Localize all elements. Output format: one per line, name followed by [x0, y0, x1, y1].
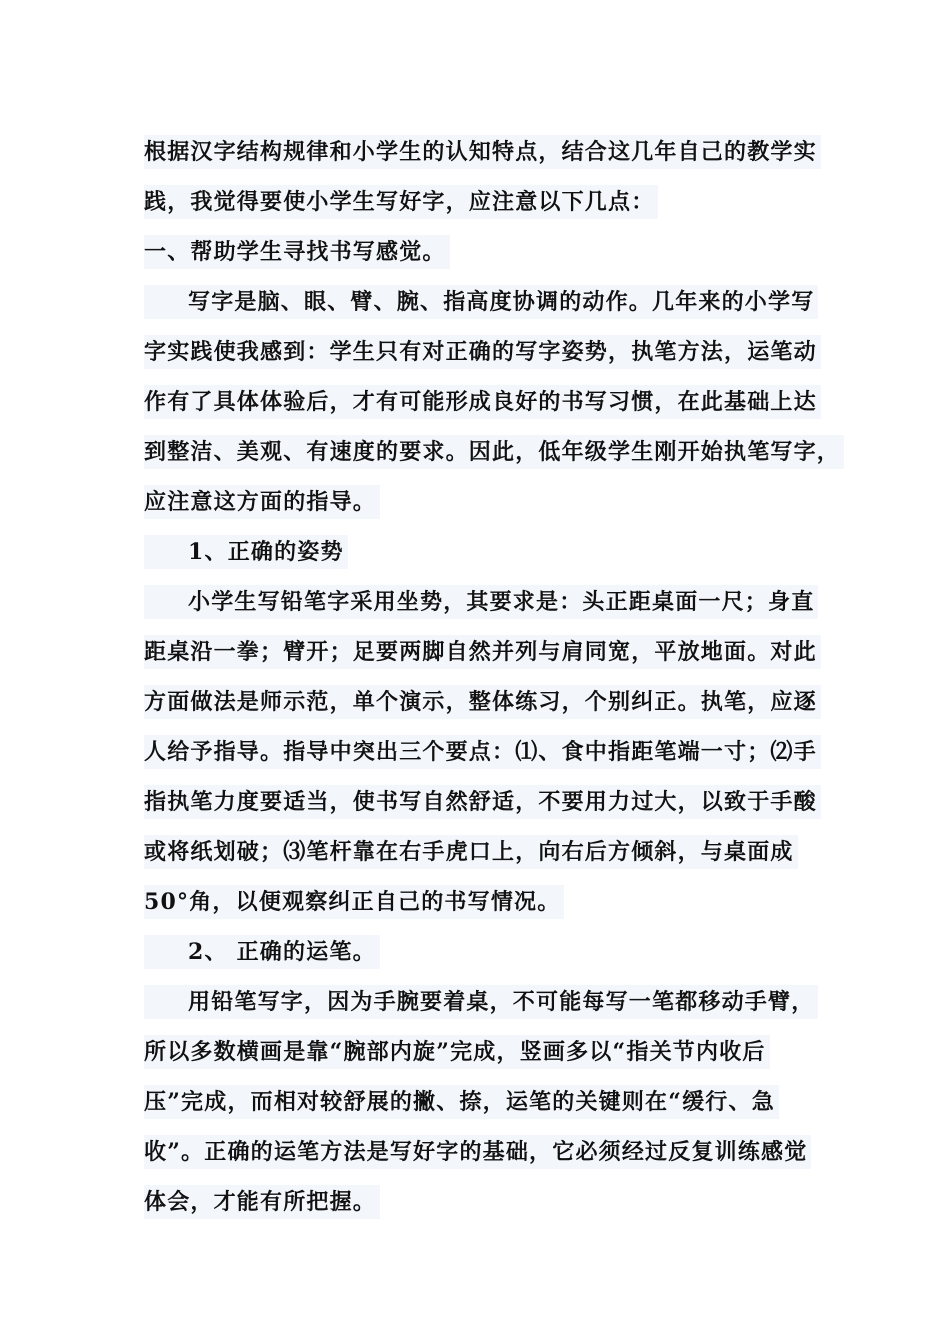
text-line: 指执笔力度要适当，使书写自然舒适，不要用力过大，以致于手酸 [144, 785, 821, 819]
text-line: 压”完成，而相对较舒展的撇、捺，运笔的关键则在“缓行、急 [144, 1085, 779, 1119]
text-line: 或将纸划破；⑶笔杆靠在右手虎口上，向右后方倾斜，与桌面成 [144, 835, 798, 869]
text-line: 方面做法是师示范，单个演示，整体练习，个别纠正。执笔，应逐 [144, 685, 821, 719]
text-line: 字实践使我感到：学生只有对正确的写字姿势，执笔方法，运笔动 [144, 335, 821, 369]
text-line: 50°角，以便观察纠正自己的书写情况。 [144, 885, 564, 919]
text-line: 到整洁、美观、有速度的要求。因此，低年级学生刚开始执笔写字， [144, 435, 844, 469]
text-line: 用铅笔写字，因为手腕要着桌，不可能每写一笔都移动手臂， [144, 985, 818, 1019]
text-line: 践，我觉得要使小学生写好字，应注意以下几点： [144, 185, 658, 219]
text-line: 收”。正确的运笔方法是写好字的基础，它必须经过反复训练感觉 [144, 1135, 811, 1169]
text-line: 体会，才能有所把握。 [144, 1185, 380, 1219]
section-heading: 一、帮助学生寻找书写感觉。 [144, 235, 450, 269]
text-line: 所以多数横画是靠“腕部内旋”完成，竖画多以“指关节内收后 [144, 1035, 770, 1069]
text-line: 小学生写铅笔字采用坐势，其要求是：头正距桌面一尺；身直 [144, 585, 818, 619]
text-line: 根据汉字结构规律和小学生的认知特点，结合这几年自己的教学实 [144, 135, 821, 169]
text-line: 距桌沿一拳；臂开；足要两脚自然并列与肩同宽，平放地面。对此 [144, 635, 821, 669]
text-line: 人给予指导。指导中突出三个要点：⑴、食中指距笔端一寸；⑵手 [144, 735, 821, 769]
text-line: 写字是脑、眼、臂、腕、指高度协调的动作。几年来的小学写 [144, 285, 818, 319]
subsection-heading: 1、正确的姿势 [144, 535, 348, 569]
subsection-heading: 2、 正确的运笔。 [144, 935, 380, 969]
text-line: 应注意这方面的指导。 [144, 485, 380, 519]
text-line: 作有了具体体验后，才有可能形成良好的书写习惯，在此基础上达 [144, 385, 821, 419]
